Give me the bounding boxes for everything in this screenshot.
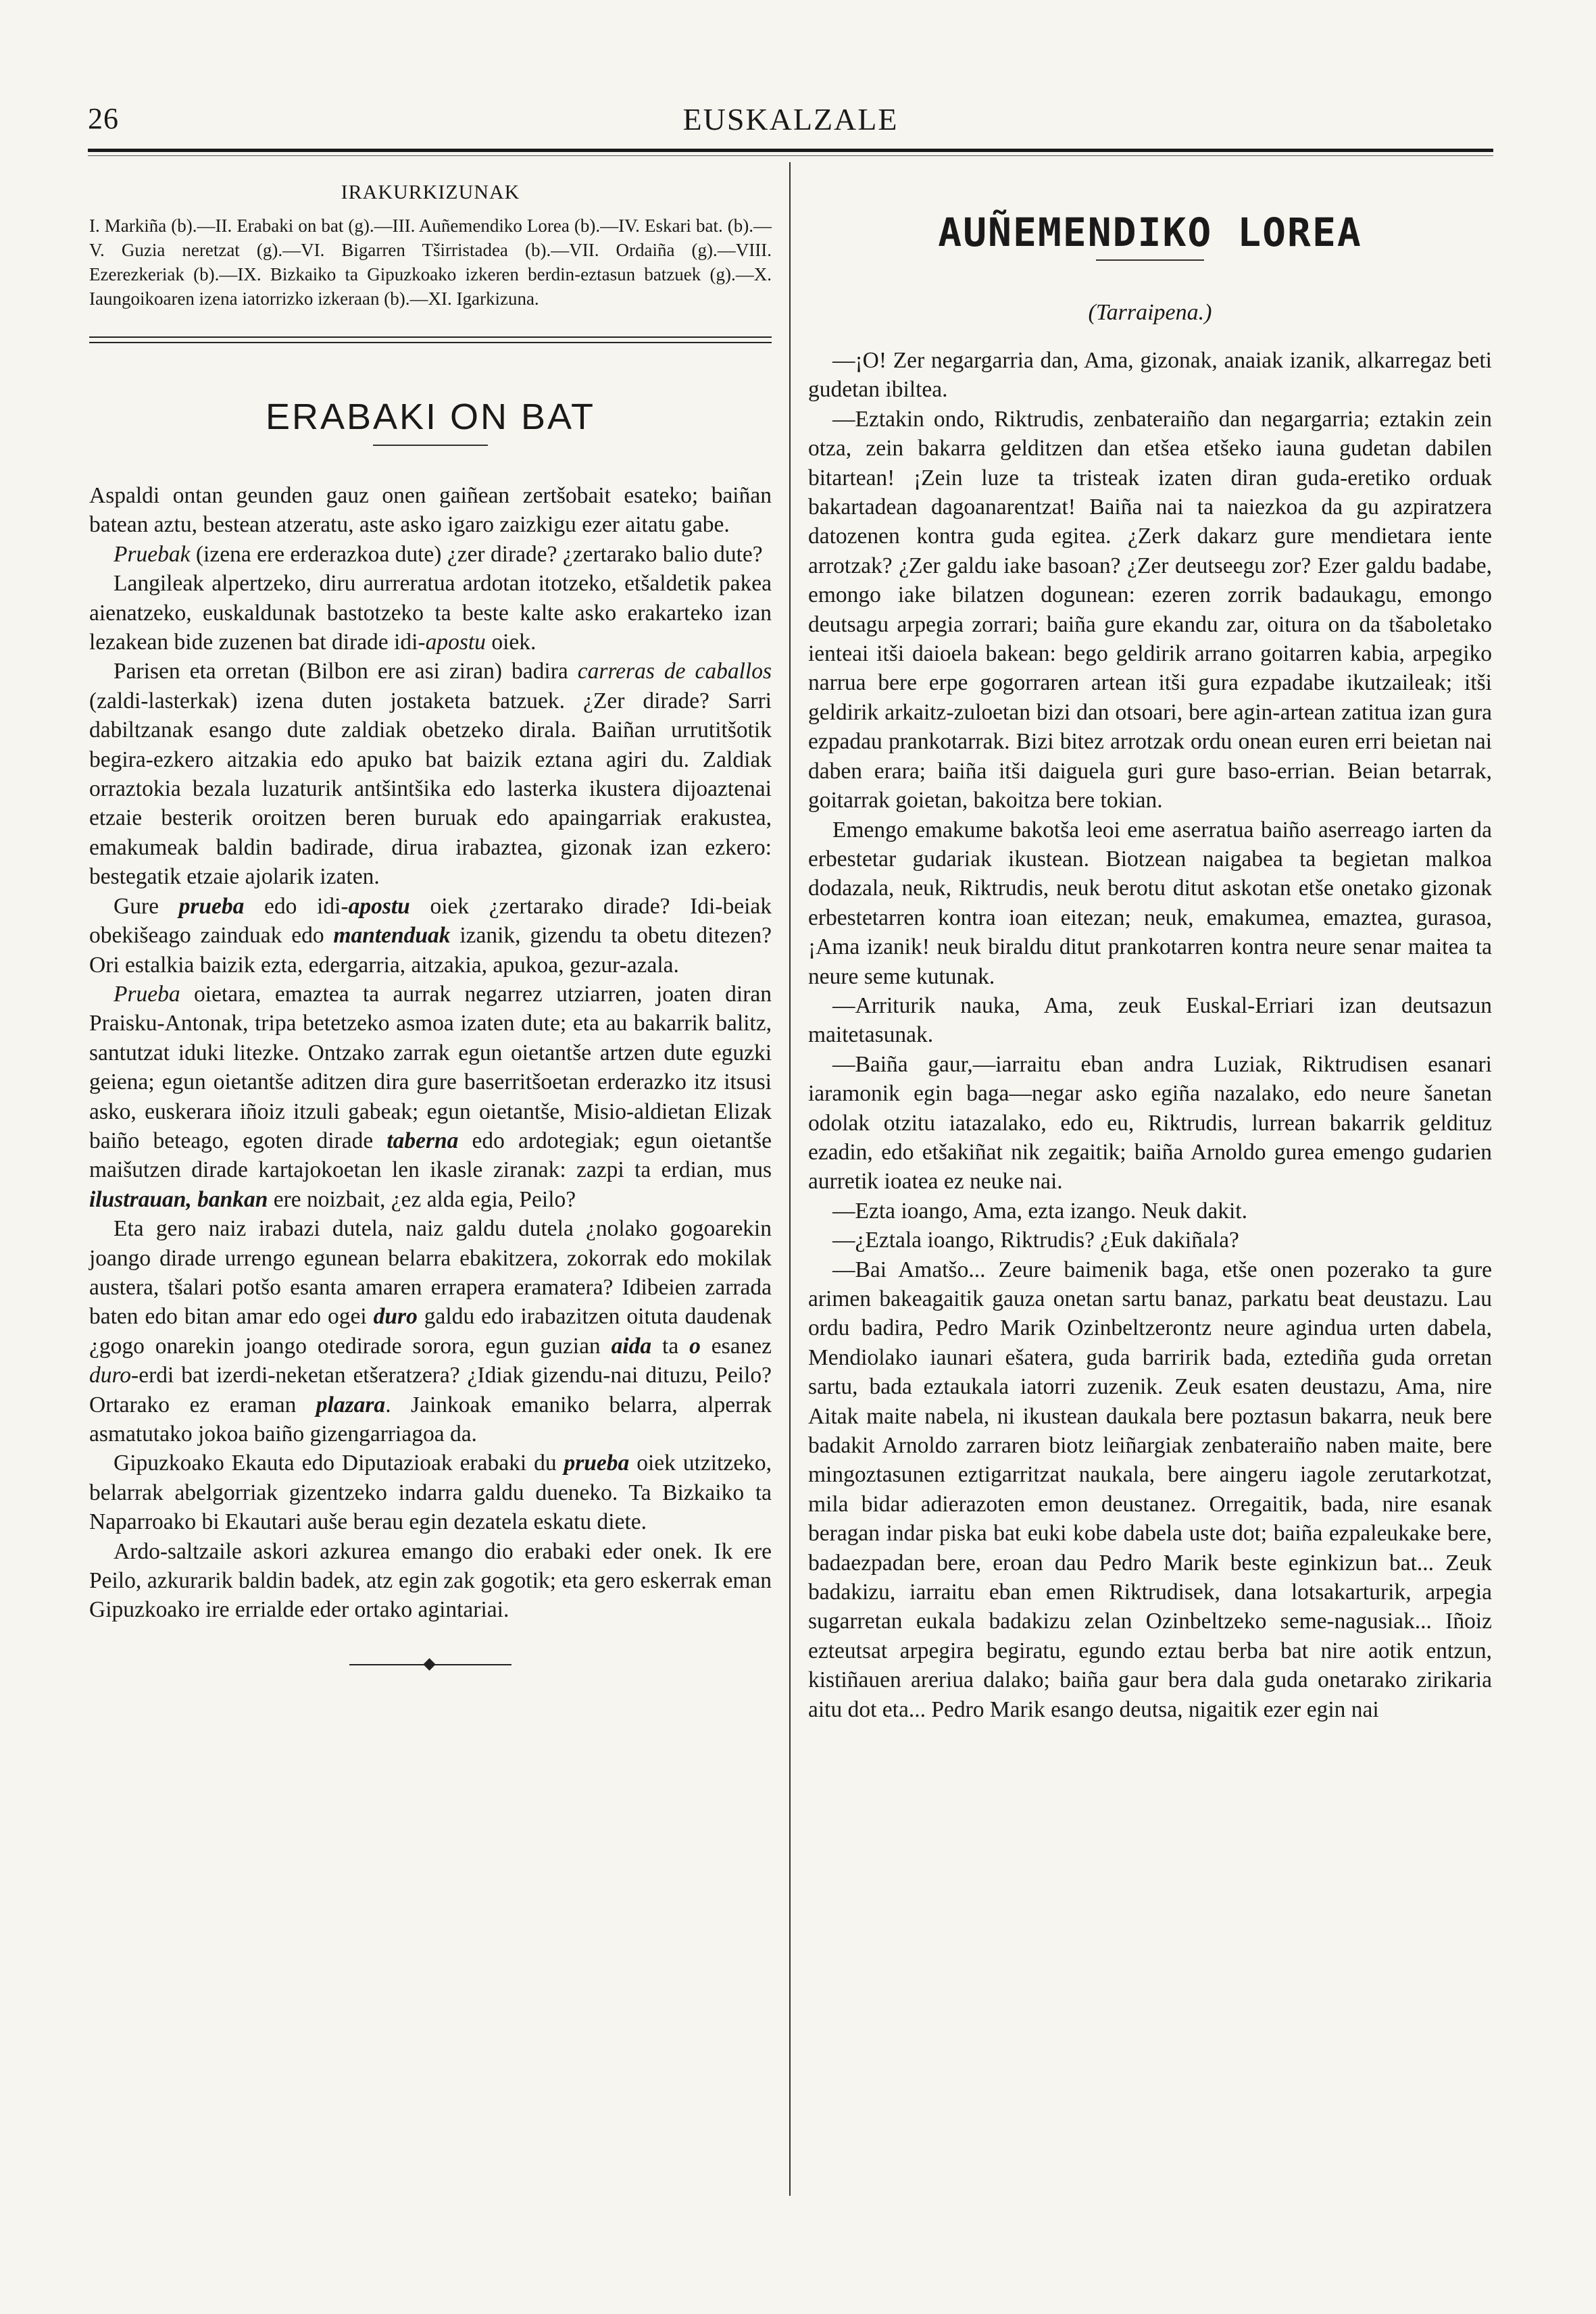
end-ornament bbox=[349, 1660, 512, 1669]
article-paragraph: Parisen eta orretan (Bilbon ere asi ziran) badira carreras de caballos (zaldi-lasterkak) izena duten jostaketa batzuek. ¿Zer dirade? Sarri dabiltzanak esango dute zaldiak obetzeko dirala. Baiñan urrutitšotik begira-ezkero aitzakia edo apuko bat baizik eztana agiri du. Zaldiak orraztokia bezala luzaturik antšintšika edo lasterka ikustera dijoaztenai etzaie besterik oroitzen beren buruak edo apaingarriak erakustea, emakumeak baldin badirade, dirua irabaztea, gizonak izan ezkero: bestegatik etzaie ajolarik izaten. bbox=[89, 659, 772, 890]
story-paragraph: —Eztakin ondo, Riktrudis, zenbateraiño dan negargarria; eztakin zein otza, zein bakarra gelditzen dan etšea etšeko iauna gudetan dabilen bitartean! ¡Zein luze ta tristeak izaten diran guda-eretiko orduak bakartadean dagoanarentzat! Baiña nai ta naiezkoa da gu azpiratzera datozenen kontra guda egitea. ¿Zerk dakarz gure mendietara iente arrotzak? ¿Zer galdu iake basoan? ¿Zer deutseegu zor? Ezer galdu badabe, emongo iake bilatzen dogunean: ezeren zorrik badaukagu, emongo deutsagu arpegia zorrari; baiña gure ekandu zar, oitura on da tšaboletako ienteai itši daioela bakean: bego geldirik arrano goitarren kabia, arpegiko narrua bere erpe gogorraren artean itši gura ezpadabe ikutzaileak; itši geldirik arkaitz-zuloetan bizi dan otsoari, bere agin-artean zatitua izan gura ezpadau prankotarrak. Bizi bitez arrotzak ordu onean euren erri beietan nai daben erara; baiña itši daiguela guri gure baso-errian. Beian betarrak, goitarrak goietan, bakoitza bere tokian. bbox=[808, 406, 1492, 813]
article-title-rule bbox=[373, 445, 488, 446]
emphasis-italic: Prueba bbox=[114, 981, 180, 1007]
emphasis-bold-italic: apostu bbox=[348, 893, 410, 919]
story-title-rule bbox=[1096, 259, 1204, 261]
article-paragraph: Gipuzkoako Ekauta edo Diputazioak erabaki du prueba oiek utzitzeko, belarrak abelgorriak gizentzeko indarra galdu dueneko. Ta Bizkaiko ta Naparroako bi Ekautari auše berau egin dezatela eskatu diete. bbox=[89, 1451, 772, 1535]
page-number: 26 bbox=[88, 102, 119, 135]
story-body bbox=[808, 346, 1492, 1724]
emphasis-bold-italic: mantenduak bbox=[333, 923, 451, 949]
emphasis-bold-italic: duro bbox=[373, 1304, 418, 1330]
emphasis-bold-italic: prueba bbox=[564, 1451, 630, 1476]
running-title: EUSKALZALE bbox=[682, 102, 899, 136]
article-paragraph: Gure prueba edo idi-apostu oiek ¿zertarako dirade? Idi-beiak obekišeago zainduak edo mantenduak izanik, gizendu ta obetu ditezen? Ori estalkia baizik ezta, edergarria, aitzakia, apukoa, gezur-azala. bbox=[89, 893, 772, 978]
article-paragraph: Langileak alpertzeko, diru aurreratua ardotan itotzeko, etšaldetik pakea aienatzeko, euskaldunak bastotzeko ta beste kalte asko erakarteko izan lezakean bide zuzenen bat dirade idi-apostu oiek. bbox=[89, 571, 772, 655]
emphasis-bold-italic: aida bbox=[611, 1333, 652, 1359]
article-title: ERABAKI ON BAT bbox=[265, 397, 596, 437]
emphasis-bold-italic: ilustrauan, bankan bbox=[89, 1186, 268, 1212]
toc-body: I. Markiña (b).—II. Erabaki on bat (g).—III. Auñemendiko Lorea (b).—IV. Eskari bat. (b).—V. Guzia neretzat (g).—VI. Bigarren Tširristadea (b).—VII. Ordaiña (g).—VIII. Ezerezkeriak (b).—IX. Bizkaiko ta Gipuzkoako izkeren berdin-eztasun batzuek (g).—X. Iaungoikoaren izena iatorrizko izkeraan (b).—XI. Igarkizuna. bbox=[89, 216, 772, 309]
emphasis-bold-italic: prueba bbox=[178, 893, 245, 919]
story-title: AUÑEMENDIKO LOREA bbox=[938, 209, 1362, 255]
right-column bbox=[808, 176, 1492, 1724]
story-paragraph: —Arriturik nauka, Ama, zeuk Euskal-Erriari izan deutsazun maitetasunak. bbox=[808, 992, 1492, 1048]
emphasis-bold-italic: taberna bbox=[386, 1128, 459, 1153]
ornament-diamond-icon bbox=[423, 1658, 435, 1670]
emphasis-italic: Pruebak bbox=[114, 541, 191, 567]
article-paragraph: Prueba oietara, emaztea ta aurrak negarrez utziarren, joaten diran Praisku-Antonak, tripa betetzeko asmoa izaten dute; eta au bakarrik balitz, santutzat iduki litezke. Ontzako zarrak egun oietantše artzen dute eguzki geiena; egun oietantše aditzen dira gure baserritšoetan erderazko itz itsusi asko, euskerara iñoiz itzuli gabeak; egun oietantše, Misio-aldietan Elizak baiño beteago, egoten dirade taberna edo ardotegiak; egun oietantše maišutzen dirade kartajokoetan len ikasle ziranak: zazpi ta erdian, mus ilustrauan, bankan ere noizbait, ¿ez alda egia, Peilo? bbox=[89, 981, 772, 1212]
column-divider bbox=[789, 162, 791, 2196]
story-paragraph: —Bai Amatšo... Zeure baimenik baga, etše onen pozerako ta gure arimen bakeagaitik gauza onetan sartu banaz, parkatu beat deustazu. Lau ordu badira, Pedro Marik Ozinbeltzerontz neure agindua urten dabela, Mendiolako iaunari ešatera, guda barririk bada, eztediña guda orretan sartu, bada eztaukala iatorri zuzenik. Zeuk esaten deustazu, Ama, nire Aitak maite nabela, ni ikustean daukala bere poztasun bakarra, neuk bere badakit Arnoldo zarraren biotz leiñargiak zenbateraiño naben maite, bere mingoztasunen eztigarritzat naukala, bere aingeru iagole zerutarkotzat, mila bidar adierazoten emon deustanez. Orregaitik, bada, nire esanak beragan indar piska bat euki kobe dabela uste dot; baiña ezpaleukake bere, badaezpadan bere, eroan dau Pedro Marik beste eginkizun bat... Zeuk badakizu, iarraitu eban emen Riktrudisek, dana lotsakarturik, arpegia sugarretan eukala badakizu zelan Ozinbeltzeko seme-nagusiak... Iñoiz ezteutsat arpegira begiratu, egundo eztau berba bat nire aotik entzun, kistiñauen areriua dalako; baiña gaur bera dala guda onetarako zirikaria aitu dot eta... Pedro Marik esango deutsa, nigaitik ezer egin nai bbox=[808, 1257, 1492, 1722]
article-paragraph: Eta gero naiz irabazi dutela, naiz galdu dutela ¿nolako gogoarekin joango dirade urrengo egunean belarra ebakitzera, zokorrak edo mokilak austera, tšalari potšo esanta amaren errapera eramatera? Idibeien zarrada baten edo bitan amar edo ogei duro galdu edo irabazitzen oituta daudenak ¿gogo onarekin joango otedirade sorora, egun guzian aida ta o esanez duro-erdi bat izerdi-neketan etšeratzera? ¿Idiak gizendu-nai dituzu, Peilo? Ortarako ez eraman plazara. Jainkoak emaniko belarra, alperrak asmatutako jokoa baiño gizengarriagoa da. bbox=[89, 1216, 772, 1447]
toc-double-rule bbox=[89, 336, 772, 343]
emphasis-italic: duro bbox=[89, 1363, 132, 1388]
emphasis-bold-italic: plazara bbox=[316, 1392, 386, 1417]
story-paragraph: —Baiña gaur,—iarraitu eban andra Luziak, Riktrudisen esanari iaramonik egin baga—negar asko egiña nazalako, edo neure šanetan odolak otzitu iatazalako, edo eu, Riktrudis, lurrean bakarrik geldituz ezadin, edo etšakiñat nik zegaitik; baiña Arnoldo gurea emengo gudarien aurretik ioatea ez neuke nai. bbox=[808, 1051, 1492, 1194]
article-paragraph: Aspaldi ontan geunden gauz onen gaiñean zertšobait esateko; baiñan batean aztu, bestean atzeratu, aste asko igaro zaizkigu ezer aitatu gabe. bbox=[89, 483, 772, 538]
header-rule-thin bbox=[88, 155, 1493, 156]
story-paragraph: —¿Eztala ioango, Riktrudis? ¿Euk dakiñala? bbox=[832, 1228, 1239, 1253]
story-paragraph: —¡O! Zer negargarria dan, Ama, gizonak, anaiak izanik, alkarregaz beti gudetan ibiltea. bbox=[808, 348, 1492, 403]
story-subtitle: (Tarraipena.) bbox=[1088, 300, 1212, 325]
left-column bbox=[89, 176, 772, 1669]
story-paragraph: Emengo emakume bakotša leoi eme aserratua baiño aserreago iarten da erbestetar gudariak ikustean. Biotzean naigabea ta begietan malkoa dodazala, neuk, Riktrudis, neuk berotu ditut askotan etše onetako gizonak erbestetarren kontra ioan eitezan; neuk, emakumea, emaztea, gurasoa, ¡Ama izanik! neuk biraldu ditut prankotarren kontra neure senar maitea ta neure seme kutunak. bbox=[808, 817, 1492, 989]
story-paragraph: —Ezta ioango, Ama, ezta izango. Neuk dakit. bbox=[832, 1198, 1247, 1224]
emphasis-italic: carreras de caballos bbox=[577, 659, 772, 684]
article-paragraph: Ardo-saltzaile askori azkurea emango dio erabaki eder onek. Ik ere Peilo, azkurarik baldin badek, atz egin zak gogotik; eta gero eskerrak eman Gipuzkoako ire errialde eder ortako agintariai. bbox=[89, 1538, 772, 1623]
toc-title: IRAKURKIZUNAK bbox=[341, 181, 520, 203]
article-body bbox=[89, 481, 772, 1625]
page-header bbox=[88, 101, 1493, 142]
emphasis-bold-italic: o bbox=[689, 1333, 701, 1359]
header-rule bbox=[88, 149, 1493, 152]
article-paragraph: Pruebak (izena ere erderazkoa dute) ¿zer dirade? ¿zertarako balio dute? bbox=[114, 541, 763, 567]
emphasis-italic: apostu bbox=[425, 630, 486, 655]
